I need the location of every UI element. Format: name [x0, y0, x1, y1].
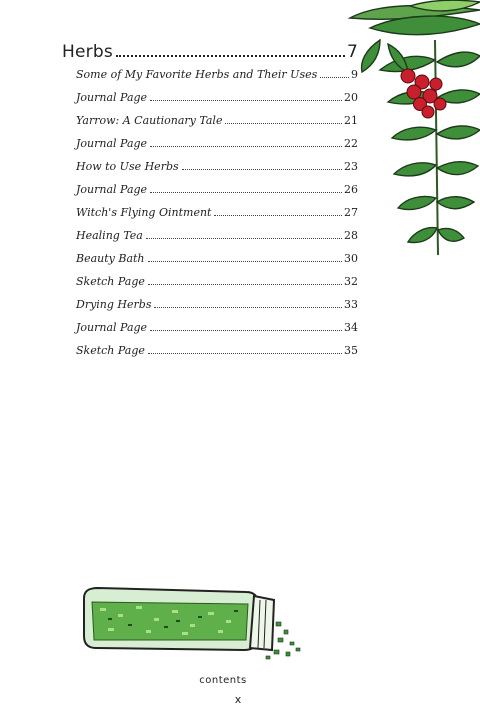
toc-entry: [62, 183, 358, 206]
toc-entry: [62, 321, 358, 344]
entry-page: 32: [344, 275, 358, 288]
entry-page: 20: [344, 91, 358, 104]
entry-list: [62, 68, 358, 367]
entry-title: How to Use Herbs: [76, 160, 179, 173]
entry-page: 9: [351, 68, 358, 81]
dot-leader: [182, 169, 342, 170]
entry-title: Journal Page: [76, 137, 148, 150]
entry-title: Beauty Bath: [76, 252, 145, 265]
entry-title: Sketch Page: [76, 344, 145, 357]
entry-page: 23: [344, 160, 358, 173]
toc-entry: [62, 114, 358, 137]
entry-title: Witch's Flying Ointment: [76, 206, 212, 219]
entry-page: 22: [344, 137, 358, 150]
dot-leader: [150, 146, 342, 147]
dot-leader: [150, 330, 342, 331]
entry-page: 21: [344, 114, 358, 127]
dot-leader: [148, 353, 342, 354]
toc-entry: [62, 160, 358, 183]
toc-entry: [62, 298, 358, 321]
entry-title: Drying Herbs: [76, 298, 152, 311]
dot-leader: [146, 238, 342, 239]
running-footer-label: contents: [199, 675, 247, 686]
entry-page: 34: [344, 321, 358, 334]
section-heading: [62, 42, 358, 64]
section-page: 7: [346, 42, 358, 62]
entry-page: 33: [344, 298, 358, 311]
entry-title: Yarrow: A Cautionary Tale: [76, 114, 223, 127]
toc-entry: [62, 275, 358, 298]
table-of-contents: [62, 42, 358, 367]
toc-entry: [62, 91, 358, 114]
dot-leader: [148, 284, 342, 285]
dot-leader: [150, 100, 342, 101]
toc-entry: [62, 137, 358, 160]
herb-jar-icon: [78, 584, 308, 666]
entry-title: Healing Tea: [76, 229, 143, 242]
dot-leader: [148, 261, 342, 262]
toc-entry: [62, 206, 358, 229]
dot-leader: [154, 307, 342, 308]
entry-title: Journal Page: [76, 321, 148, 334]
dot-leader: [225, 123, 342, 124]
entry-title: Journal Page: [76, 183, 148, 196]
dot-leader: [214, 215, 342, 216]
entry-title: Some of My Favorite Herbs and Their Uses: [76, 68, 318, 81]
page-number: x: [234, 693, 242, 706]
entry-page: 35: [344, 344, 358, 357]
toc-entry: [62, 252, 358, 275]
dot-leader: [116, 55, 345, 57]
entry-page: 26: [344, 183, 358, 196]
entry-page: 28: [344, 229, 358, 242]
entry-title: Journal Page: [76, 91, 148, 104]
dot-leader: [150, 192, 342, 193]
toc-entry: [62, 229, 358, 252]
toc-entry: [62, 344, 358, 367]
entry-title: Sketch Page: [76, 275, 145, 288]
berry-branch-icon: [340, 0, 480, 260]
section-title: Herbs: [62, 42, 113, 62]
entry-page: 30: [344, 252, 358, 265]
toc-entry: [62, 68, 358, 91]
entry-page: 27: [344, 206, 358, 219]
